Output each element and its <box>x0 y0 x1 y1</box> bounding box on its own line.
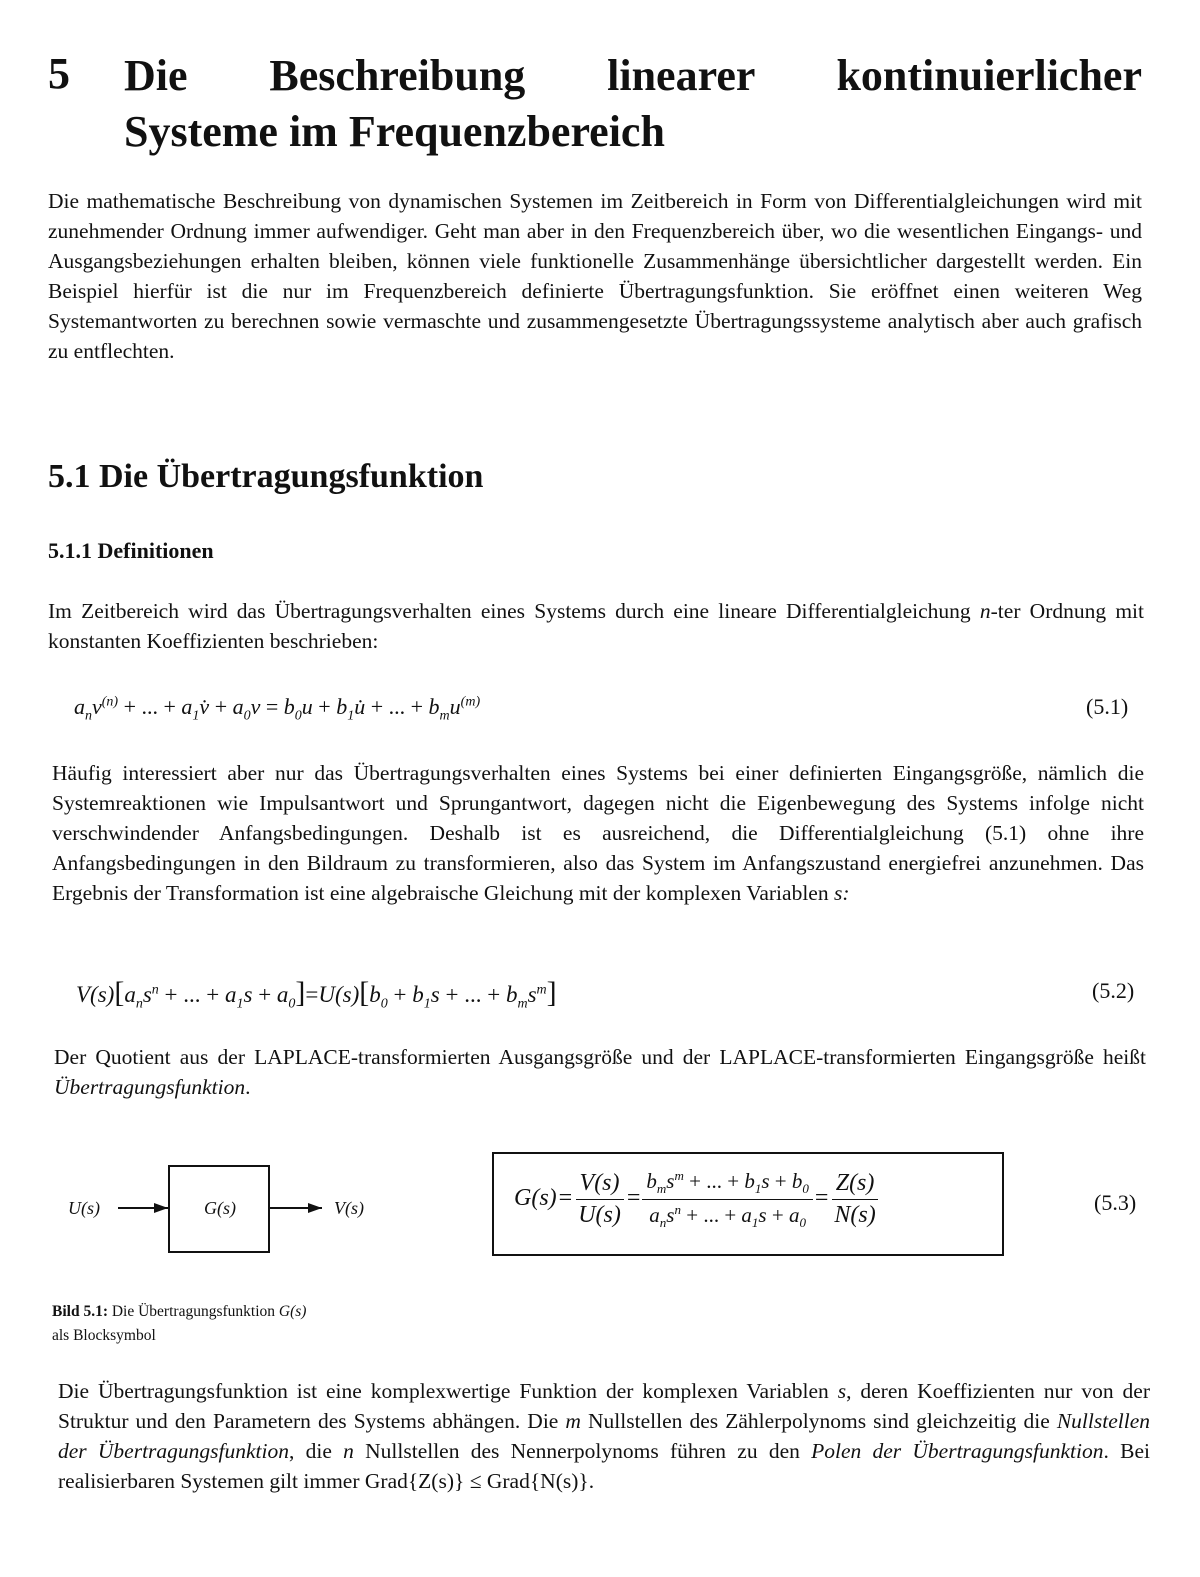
paragraph-4-poles-term: Polen der Übertragungsfunktion <box>811 1439 1104 1463</box>
paragraph-4-text-2: , deren Koeffizienten nur von der Struktur und den Parametern des Systems abhängen. Die <box>58 1379 1151 1433</box>
chapter-number: 5 <box>48 49 70 98</box>
equation-5-1: $a_nv^{(n)}$ + ... + $a_1v̇ + a_0v = b_0u$ + $b_1u̇$ + ... + $b_mu^{(m)}$ <box>74 694 481 724</box>
block-diagram-block-label: G(s) <box>204 1198 236 1218</box>
figure-caption-text: Die Übertragungsfunktion <box>107 1303 279 1320</box>
paragraph-3 <box>54 1042 1146 1102</box>
chapter-title-line-2: Systeme im Frequenzbereich <box>124 107 665 156</box>
paragraph-4-text-6: . Bei realisierbaren Systemen gilt immer Grad{Z(s)} ≤ Grad{N(s)}. <box>58 1439 1150 1493</box>
paragraph-4-var-s: s <box>837 1379 847 1403</box>
equation-5-2-number: (5.2) <box>1092 978 1135 1003</box>
paragraph-1-text-end: -ter Ordnung mit konstanten Koeffizienten beschrieben: <box>48 599 1144 653</box>
paragraph-1 <box>48 596 1144 656</box>
chapter-title <box>124 48 1142 160</box>
paragraph-4-var-m: m <box>565 1409 581 1433</box>
paragraph-1-text: Im Zeitbereich wird das Übertragungsverhalten eines Systems durch eine lineare Differentialgleichung <box>48 599 980 623</box>
figure-caption-line-2: als Blocksymbol <box>52 1327 156 1344</box>
equation-5-3: G(s)= $\frac{V(s)}{U(s)}$ = $\frac{b_ms^m + ... + b_1s + b_0}{a_ns^n + ... + a_1s + a_0}$ = $\frac{Z(s)}{N(s)}$ <box>514 1168 880 1231</box>
paragraph-4-text-4: , die <box>289 1439 344 1463</box>
paragraph-1-var-n: n <box>979 599 991 623</box>
equation-5-3-number: (5.3) <box>1094 1190 1137 1215</box>
paragraph-4-var-n: n <box>343 1439 354 1463</box>
block-diagram-output-label: V(s) <box>334 1198 364 1218</box>
paragraph-4-text-5: Nullstellen des Nennerpolynoms führen zu den <box>353 1439 812 1463</box>
paragraph-3-end: . <box>245 1075 251 1099</box>
paragraph-4 <box>58 1376 1150 1496</box>
block-diagram-input-label: U(s) <box>68 1198 100 1218</box>
subsection-title: 5.1.1 Definitionen <box>48 538 214 563</box>
section-title: 5.1 Die Übertragungsfunktion <box>48 458 484 495</box>
figure-caption-label: Bild 5.1: <box>52 1303 108 1320</box>
equation-5-2: $V(s)[a_ns^n$ + ... + $a_1s + a_0]=U(s)[b_0 + b_1s$ + ... + $b_ms^m$] <box>76 976 557 1012</box>
chapter-title-line-1: Die Beschreibung linearer kontinuierlicher <box>124 51 1142 100</box>
paragraph-4-text-1: Die Übertragungsfunktion ist eine komplexwertige Funktion der komplexen Variablen <box>58 1379 838 1403</box>
equation-5-1-number: (5.1) <box>1086 694 1129 719</box>
transfer-function-box <box>492 1152 1004 1256</box>
figure-caption <box>52 1300 472 1348</box>
input-arrowhead <box>154 1203 168 1213</box>
block-diagram <box>60 1158 400 1258</box>
figure-caption-var: G(s) <box>278 1303 307 1320</box>
paragraph-3-term: Übertragungsfunktion <box>54 1075 246 1099</box>
paragraph-4-text-3: Nullstellen des Zählerpolynoms sind gleichzeitig die <box>580 1409 1057 1433</box>
paragraph-3-text: Der Quotient aus der LAPLACE-transformierten Ausgangsgröße und der LAPLACE-transformierten Eingangsgröße heißt <box>54 1045 1146 1069</box>
intro-paragraph: Die mathematische Beschreibung von dynamischen Systemen im Zeitbereich in Form von Differentialgleichungen wird mit zunehmender Ordnung immer aufwendiger. Geht man aber in den Frequenzbereich über, wo die wesentlichen Eingangs- und Ausgangsbeziehungen erhalten bleiben, können viele funktionelle Zusammenhänge übersichtlicher dargestellt werden. Ein Beispiel hierfür ist die nur im Frequenzbereich definierte Übertragungsfunktion. Sie eröffnet einen weiteren Weg Systemantworten zu berechnen sowie vermaschte und zusammengesetzte Übertragungssysteme analytisch aber auch grafisch zu entflechten. <box>48 189 1142 363</box>
paragraph-2-var-s: s: <box>833 881 850 905</box>
paragraph-2-text: Häufig interessiert aber nur das Übertragungsverhalten eines Systems bei einer definierten Eingangsgröße, nämlich die Systemreaktionen wie Impulsantwort und Sprungantwort, dagegen nicht die Eigenbewegung des Systems infolge nicht verschwindender Anfangsbedingungen. Deshalb ist es ausreichend, die Differentialgleichung (5.1) ohne ihre Anfangsbedingungen in den Bildraum zu transformieren, also das System im Anfangszustand energiefrei anzunehmen. Das Ergebnis der Transformation ist eine algebraische Gleichung mit der komplexen Variablen <box>52 761 1144 905</box>
paragraph-4-zeros-term: Nullstellen der Übertragungsfunktion <box>58 1409 1150 1463</box>
paragraph-2 <box>52 758 1144 908</box>
output-arrowhead <box>308 1203 322 1213</box>
